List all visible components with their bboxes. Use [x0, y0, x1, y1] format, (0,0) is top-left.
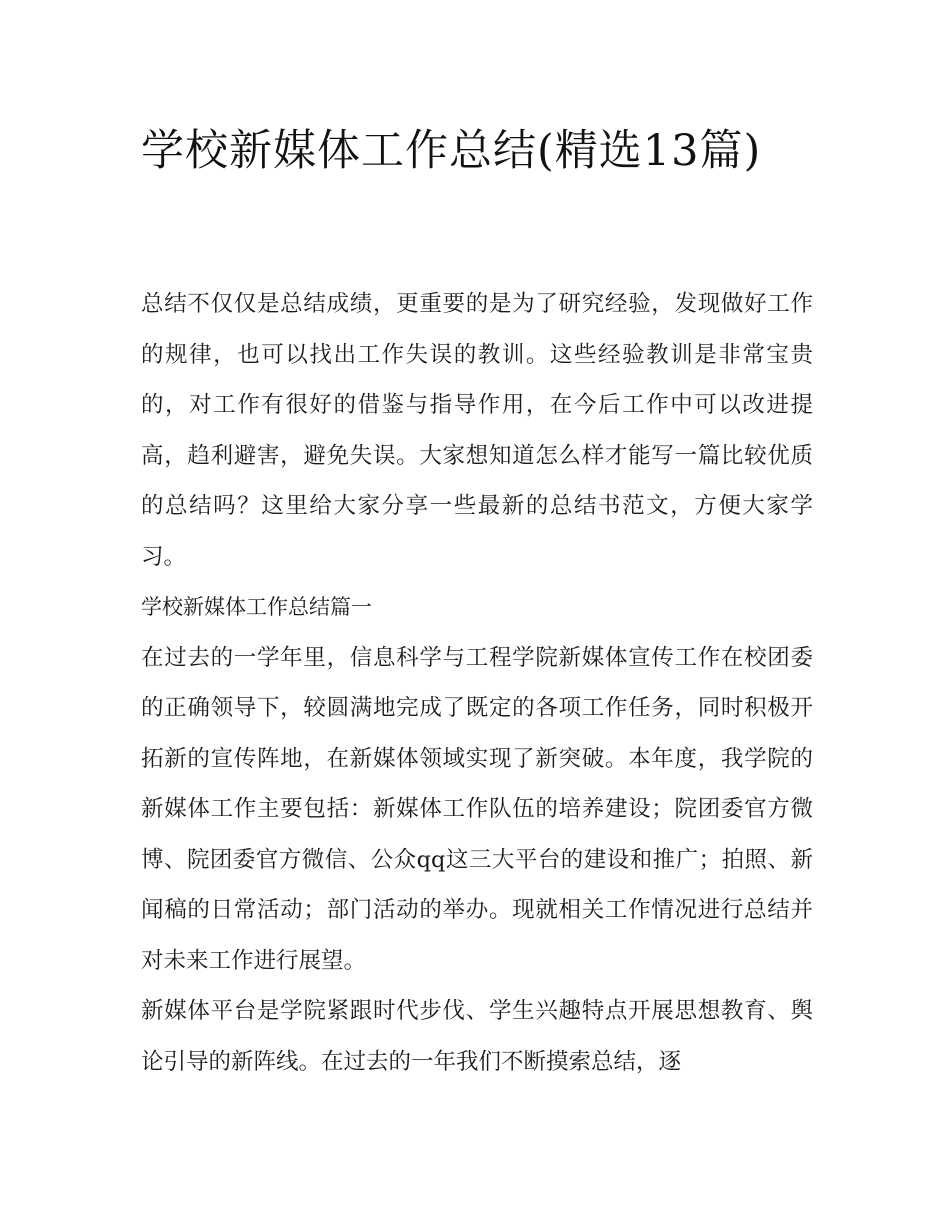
document-body: [141, 279, 813, 1087]
intro-paragraph: 总结不仅仅是总结成绩，更重要的是为了研究经验，发现做好工作的规律，也可以找出工作失误的教训。这些经验教训是非常宝贵的，对工作有很好的借鉴与指导作用，在今后工作中可以改进提高，趋利避害，避免失误。大家想知道怎么样才能写一篇比较优质的总结吗？这里给大家分享一些最新的总结书范文，方便大家学习。: [141, 291, 813, 570]
section-heading: 学校新媒体工作总结篇一: [141, 595, 372, 619]
body-paragraph-2: 新媒体平台是学院紧跟时代步伐、学生兴趣特点开展思想教育、舆论引导的新阵线。在过去的一年我们不断摸索总结，逐: [141, 998, 813, 1075]
body-paragraph-1: 在过去的一学年里，信息科学与工程学院新媒体宣传工作在校团委的正确领导下，较圆满地完成了既定的各项工作任务，同时积极开拓新的宣传阵地，在新媒体领域实现了新突破。本年度，我学院的新媒体工作主要包括：新媒体工作队伍的培养建设；院团委官方微博、院团委官方微信、公众qq这三大平台的建设和推广；拍照、新闻稿的日常活动；部门活动的举办。现就相关工作情况进行总结并对未来工作进行展望。: [141, 644, 813, 974]
document-title: 学校新媒体工作总结(精选13篇): [141, 126, 762, 176]
